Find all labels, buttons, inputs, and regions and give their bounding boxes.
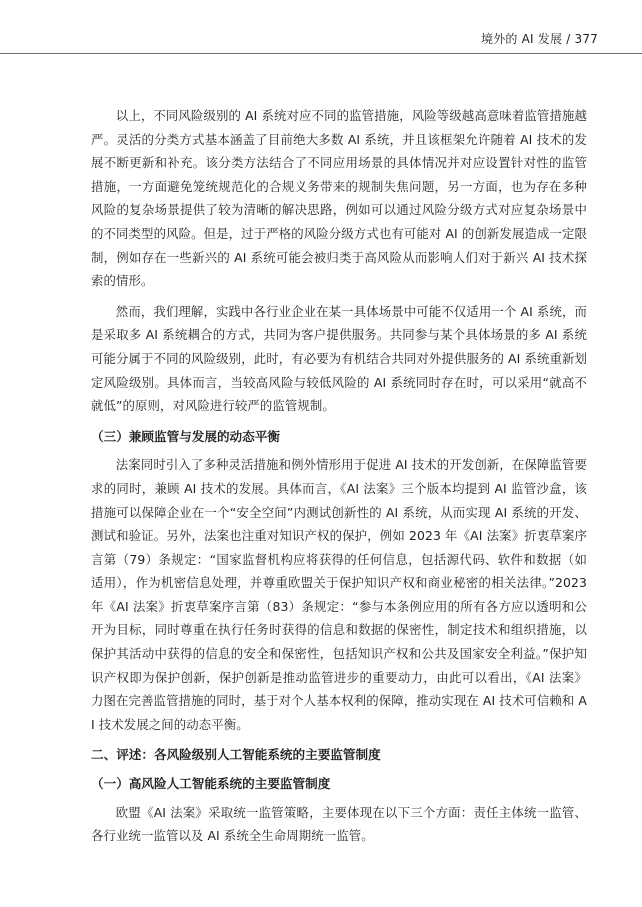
section-heading-dynamic-balance: （三）兼顾监管与发展的动态平衡 xyxy=(91,428,280,444)
header-rule xyxy=(0,53,642,54)
paragraph-innovation-measures: 法案同时引入了多种灵活措施和例外情形用于促进 AI 技术的开发创新，在保障监管要求的同时，兼顾 AI 技术的发展。具体而言，《AI 法案》三个版本均提到 AI 监管沙盒，该措施可以保障企业在一个“安全空间”内测试创新性的 AI 系统，从而实现 AI 系统的开发、测试和验证。另外，法案也注重对知识产权的保护，例如 2023 年《AI 法案》折衷草案序言第（79）条规定：“国家监督机构应将获得的任何信息，包括源代码、软件和数据（如适用），作为机密信息处理，并尊重欧盟关于保护知识产权和商业秘密的相关法律。”2023 年《AI 法案》折衷草案序言第（83）条规定：“参与本条例应用的所有各方应以透明和公开为目标，同时尊重在执行任务时获得的信息和数据的保密性，制定技术和组织措施，以保护其活动中获得的信息的安全和保密性，包括知识产权和公共及国家安全利益。”保护知识产权即为保护创新，保护创新是推动监管进步的重要动力，由此可以看出，《AI 法案》力图在完善监管措施的同时，基于对个人基本权利的保障，推动实现在 AI 技术可信赖和 AI 技术发展之间的动态平衡。 xyxy=(91,457,587,732)
paragraph-unified-supervision: 欧盟《AI 法案》采取统一监管策略，主要体现在以下三个方面：责任主体统一监管、各行业统一监管以及 AI 系统全生命周期统一监管。 xyxy=(91,804,587,844)
page-content xyxy=(91,104,587,855)
paragraph-multi-system-coupling: 然而，我们理解，实践中各行业企业在某一具体场景中可能不仅适用一个 AI 系统，而是采取多 AI 系统耦合的方式，共同为客户提供服务。共同参与某个具体场景的多 AI 系统可能分属于不同的风险级别，此时，有必要为有机结合共同对外提供服务的 AI 系统重新划定风险级别。具体而言，当较高风险与较低风险的 AI 系统同时存在时，可以采用“就高不就低”的原则，对风险进行较严的监管规制。 xyxy=(91,303,587,414)
paragraph-risk-classification: 以上，不同风险级别的 AI 系统对应不同的监管措施，风险等级越高意味着监管措施越严。灵活的分类方式基本涵盖了目前绝大多数 AI 系统，并且该框架允许随着 AI 技术的发展不断更新和补充。该分类方法结合了不同应用场景的具体情况并对应设置针对性的监管措施，一方面避免笼统规范化的合规义务带来的规制失焦问题，另一方面，也为存在多种风险的复杂场景提供了较为清晰的解决思路，例如可以通过风险分级方式对应复杂场景中的不同类型的风险。但是，过于严格的风险分级方式也有可能对 AI 的创新发展造成一定限制，例如存在一些新兴的 AI 系统可能会被归类于高风险从而影响人们对于新兴 AI 技术探索的情形。 xyxy=(91,108,587,289)
section-heading-commentary: 二、评述：各风险级别人工智能系统的主要监管制度 xyxy=(91,747,381,763)
running-header: 境外的 AI 发展 / 377 xyxy=(481,32,598,46)
section-heading-high-risk: （一）高风险人工智能系统的主要监管制度 xyxy=(91,776,331,792)
